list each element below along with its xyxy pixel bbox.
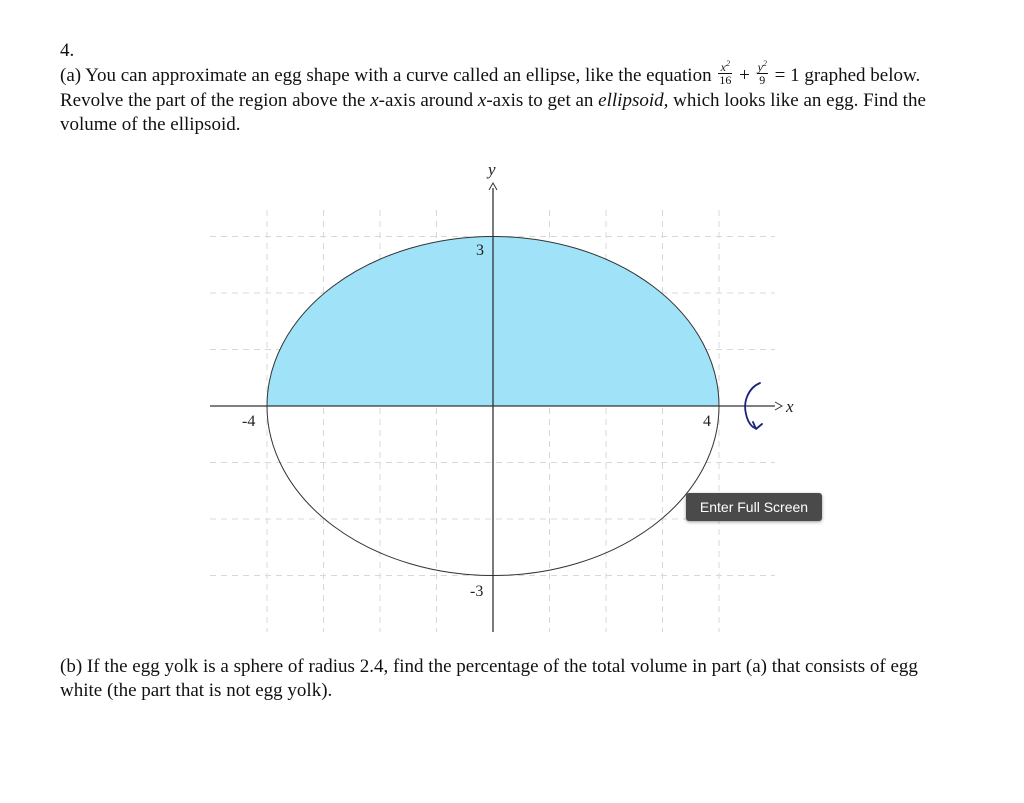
part-b-label: (b) (60, 656, 83, 677)
ellipsoid-term: ellipsoid, (598, 90, 669, 112)
y-tick-label-3: 3 (476, 242, 484, 259)
y-axis-label: y (488, 160, 496, 179)
y-tick-label-neg3: -3 (470, 583, 484, 600)
part-a-text (60, 59, 960, 137)
part-a-sentence-1: You can approximate an egg shape with a curve called an ellipse, like the equation (85, 65, 712, 86)
ellipse-equation: $\frac{x^2}{16}$ + $\frac{y^2}{9}$ = 1 (719, 59, 800, 88)
part-a-sentence-2: graphed below. Revolve the part of the region above the (60, 65, 921, 112)
part-a-sentence-3: -axis around (378, 90, 474, 112)
part-b-text (60, 655, 960, 703)
x-tick-label-neg4: -4 (242, 413, 256, 430)
enter-full-screen-tooltip[interactable]: Enter Full Screen (686, 493, 822, 521)
x-axis-arrow-icon (775, 402, 782, 410)
part-a-sentence-4: -axis to get an (486, 90, 594, 112)
x-variable: x (477, 90, 487, 112)
part-a-label: (a) (60, 65, 82, 86)
part-a-sentence-5: which looks like an egg. Find the volume of the ellipsoid. (60, 90, 926, 136)
part-b-sentence: If the egg yolk is a sphere of radius 2.4, find the percentage of the total volume in part (a) that consists of egg white (the part that is not egg yolk). (60, 656, 918, 701)
x-variable: x (370, 90, 379, 112)
x-tick-label-4: 4 (703, 413, 711, 430)
ellipse-graph (200, 150, 800, 640)
problem-number: 4. (60, 40, 75, 61)
x-axis-label: x (786, 397, 794, 416)
